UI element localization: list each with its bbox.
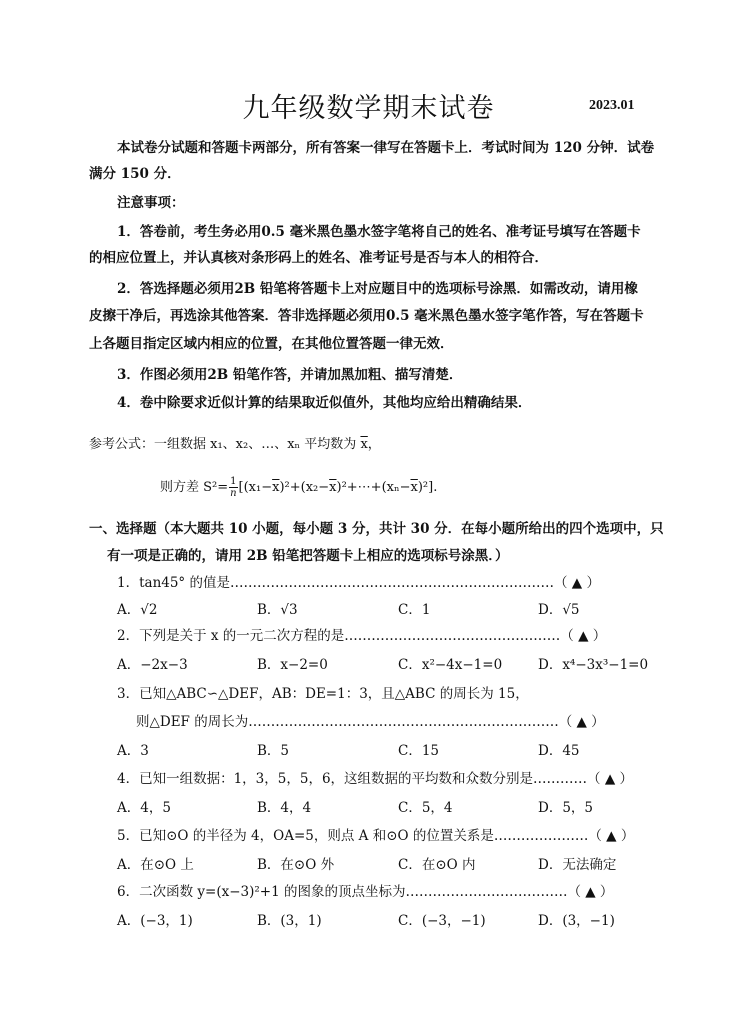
variance-part-4: )²]. — [417, 480, 438, 495]
question-6-option-b: B．(3，1) — [257, 913, 322, 929]
question-4-option-b: B．4，4 — [257, 800, 312, 816]
question-6-option-d: D．(3，−1) — [538, 913, 615, 929]
question-1-option-d: D．√5 — [538, 602, 580, 618]
notice-3: 3．作图必须用2B 铅笔作答，并请加黑加粗、描写清楚． — [117, 367, 463, 383]
question-1-stem: 1．tan45° 的值是………………………………………………………………（ ▲ ） — [117, 575, 600, 591]
notice-2-line-1: 2．答选择题必须用2B 铅笔将答题卡上对应题目中的选项标号涂黑．如需改动，请用橡 — [117, 281, 638, 297]
question-1-option-c: C．1 — [398, 602, 431, 618]
section-heading-line-1: 一、选择题（本大题共 10 小题，每小题 3 分，共计 30 分．在每小题所给出的四个选项中，只 — [89, 521, 664, 537]
mean-symbol-2: $\overline{x}$ — [329, 480, 337, 495]
question-4-stem: 4．已知一组数据：1，3，5，5，6，这组数据的平均数和众数分别是…………（ ▲ ） — [117, 771, 633, 787]
mean-symbol-1: $\overline{x}$ — [272, 480, 280, 495]
reference-end: ， — [367, 437, 381, 452]
question-2-option-b: B．x−2=0 — [257, 657, 328, 673]
question-4-option-a: A．4，5 — [117, 800, 171, 816]
exam-date: 2023.01 — [589, 98, 635, 113]
question-3-stem: 3．已知△ABC∽△DEF，AB：DE=1：3，且△ABC 的周长为 15， — [117, 686, 529, 702]
question-2-option-c: C．x²−4x−1=0 — [398, 657, 503, 673]
question-4-option-c: C．5，4 — [398, 800, 453, 816]
question-3-option-c: C．15 — [398, 743, 440, 759]
intro-line-2: 满分 150 分． — [89, 166, 181, 182]
reference-label: 参考公式：一组数据 x₁、x₂、…、xₙ 平均数为 — [89, 437, 361, 452]
notice-heading: 注意事项： — [117, 195, 185, 211]
section-heading-line-2: 有一项是正确的，请用 2B 铅笔把答题卡上相应的选项标号涂黑．） — [107, 548, 509, 564]
variance-part-2: )²+(x₂− — [279, 480, 330, 495]
question-5-option-c: C．在⊙O 内 — [398, 857, 476, 873]
question-6-option-a: A．(−3，1) — [117, 913, 193, 929]
variance-formula — [160, 475, 437, 501]
question-3-option-a: A．3 — [117, 743, 149, 759]
question-4-option-d: D．5，5 — [538, 800, 594, 816]
notice-4: 4．卷中除要求近似计算的结果取近似值外，其他均应给出精确结果． — [117, 395, 532, 411]
question-1-option-b: B．√3 — [257, 602, 298, 618]
mean-symbol-3: $\overline{x}$ — [410, 480, 418, 495]
question-5-stem: 5．已知⊙O 的半径为 4，OA=5，则点 A 和⊙O 的位置关系是…………………（ ▲ ） — [117, 828, 635, 844]
question-5-option-a: A．在⊙O 上 — [117, 857, 194, 873]
question-2-option-d: D．x⁴−3x³−1=0 — [538, 657, 649, 673]
question-3-stem-line-2: 则△DEF 的周长为……………………………………………………………（ ▲ ） — [136, 714, 605, 730]
variance-lead: 则方差 S²= — [160, 480, 229, 495]
notice-2-line-2: 皮擦干净后，再选涂其他答案．答非选择题必须用0.5 毫米黑色墨水签字笔作答，写在答题卡 — [89, 308, 644, 324]
notice-1-line-2: 的相应位置上，并认真核对条形码上的姓名、准考证号是否与本人的相符合． — [89, 250, 548, 266]
reference-formula-intro — [89, 432, 381, 458]
question-2-option-a: A．−2x−3 — [117, 657, 188, 673]
notice-1-line-1: 1．答卷前，考生务必用0.5 毫米黑色墨水签字笔将自己的姓名、准考证号填写在答题卡 — [117, 224, 641, 240]
fraction-numerator: 1 — [230, 476, 237, 487]
variance-part-3: )²+⋯+(xₙ− — [336, 480, 411, 495]
fraction-one-over-n — [229, 476, 237, 499]
variance-part-1: [(x₁− — [238, 480, 273, 495]
intro-line-1: 本试卷分试题和答题卡两部分，所有答案一律写在答题卡上．考试时间为 120 分钟．试卷 — [117, 140, 655, 156]
question-2-stem: 2．下列是关于 x 的一元二次方程的是…………………………………………（ ▲ ） — [117, 628, 607, 644]
question-5-option-b: B．在⊙O 外 — [257, 857, 335, 873]
notice-2-line-3: 上各题目指定区域内相应的位置，在其他位置答题一律无效． — [89, 336, 454, 352]
question-3-option-b: B．5 — [257, 743, 290, 759]
question-5-option-d: D．无法确定 — [538, 857, 617, 873]
page-title: 九年级数学期末试卷 — [242, 93, 495, 124]
question-3-option-d: D．45 — [538, 743, 580, 759]
fraction-denominator: n — [230, 488, 237, 499]
mean-symbol: $\overline{x}$ — [360, 437, 368, 452]
question-6-stem: 6．二次函数 y=(x−3)²+1 的图象的顶点坐标为………………………………（ ▲ ） — [117, 884, 614, 900]
question-6-option-c: C．(−3，−1) — [398, 913, 486, 929]
question-1-option-a: A．√2 — [117, 602, 158, 618]
